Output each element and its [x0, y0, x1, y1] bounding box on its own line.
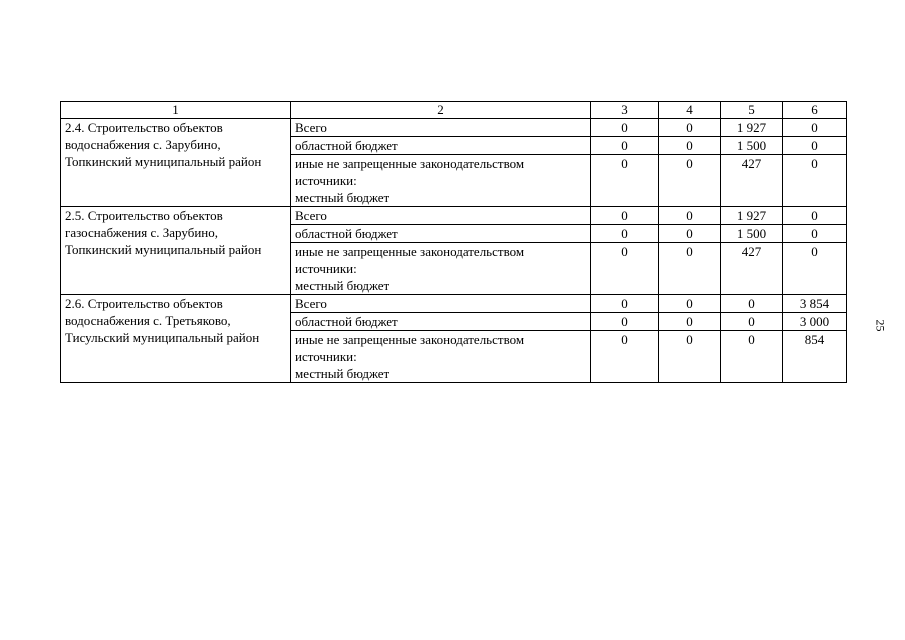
value-cell: 0 [659, 207, 721, 225]
budget-table [60, 101, 847, 383]
source-local-label: местный бюджет [295, 278, 390, 293]
value-cell: 0 [783, 225, 847, 243]
value-cell: 0 [591, 225, 659, 243]
value-cell: 1 500 [721, 225, 783, 243]
project-title: 2.6. Строительство объектов водоснабжения с. Третьяково, Тисульский муниципальный район [61, 295, 291, 383]
source-total-label: Всего [291, 207, 591, 225]
source-other-label: иные не запрещенные законодательством [295, 332, 525, 347]
value-cell: 0 [721, 313, 783, 331]
value-cell: 1 500 [721, 137, 783, 155]
value-cell: 3 854 [783, 295, 847, 313]
value-cell: 0 [591, 243, 659, 295]
project-title: 2.4. Строительство объектов водоснабжения с. Зарубино, Топкинский муниципальный район [61, 119, 291, 207]
source-local-label: местный бюджет [295, 190, 390, 205]
value-cell: 0 [591, 207, 659, 225]
table-row [61, 295, 847, 313]
value-cell: 0 [783, 137, 847, 155]
value-cell: 0 [659, 243, 721, 295]
table-row [61, 119, 847, 137]
header-col-2: 2 [291, 102, 591, 119]
page-number: 25 [873, 319, 888, 332]
value-cell: 0 [591, 155, 659, 207]
value-cell: 427 [721, 155, 783, 207]
header-col-5: 5 [721, 102, 783, 119]
table-row [61, 207, 847, 225]
value-cell: 3 000 [783, 313, 847, 331]
source-regional-label: областной бюджет [291, 137, 591, 155]
source-other-cell [291, 155, 591, 207]
source-other-cell [291, 331, 591, 383]
value-cell: 0 [721, 295, 783, 313]
source-regional-label: областной бюджет [291, 313, 591, 331]
value-cell: 427 [721, 243, 783, 295]
value-cell: 0 [783, 243, 847, 295]
value-cell: 0 [659, 331, 721, 383]
source-local-label: местный бюджет [295, 366, 390, 381]
value-cell: 0 [591, 119, 659, 137]
value-cell: 0 [591, 295, 659, 313]
source-other-sublabel: источники: [295, 349, 357, 364]
value-cell: 0 [783, 207, 847, 225]
project-title: 2.5. Строительство объектов газоснабжения с. Зарубино, Топкинский муниципальный район [61, 207, 291, 295]
value-cell: 0 [721, 331, 783, 383]
value-cell: 0 [659, 313, 721, 331]
source-other-cell [291, 243, 591, 295]
value-cell: 0 [591, 313, 659, 331]
value-cell: 0 [659, 295, 721, 313]
source-total-label: Всего [291, 295, 591, 313]
source-other-label: иные не запрещенные законодательством [295, 244, 525, 259]
value-cell: 0 [591, 331, 659, 383]
source-total-label: Всего [291, 119, 591, 137]
source-other-sublabel: источники: [295, 261, 357, 276]
header-col-3: 3 [591, 102, 659, 119]
header-col-4: 4 [659, 102, 721, 119]
header-col-6: 6 [783, 102, 847, 119]
value-cell: 0 [659, 119, 721, 137]
value-cell: 1 927 [721, 119, 783, 137]
source-other-sublabel: источники: [295, 173, 357, 188]
value-cell: 0 [591, 137, 659, 155]
value-cell: 0 [659, 225, 721, 243]
value-cell: 0 [783, 119, 847, 137]
table-header-row [61, 102, 847, 119]
header-col-1: 1 [61, 102, 291, 119]
value-cell: 854 [783, 331, 847, 383]
value-cell: 0 [659, 155, 721, 207]
source-regional-label: областной бюджет [291, 225, 591, 243]
value-cell: 0 [783, 155, 847, 207]
value-cell: 1 927 [721, 207, 783, 225]
value-cell: 0 [659, 137, 721, 155]
source-other-label: иные не запрещенные законодательством [295, 156, 525, 171]
